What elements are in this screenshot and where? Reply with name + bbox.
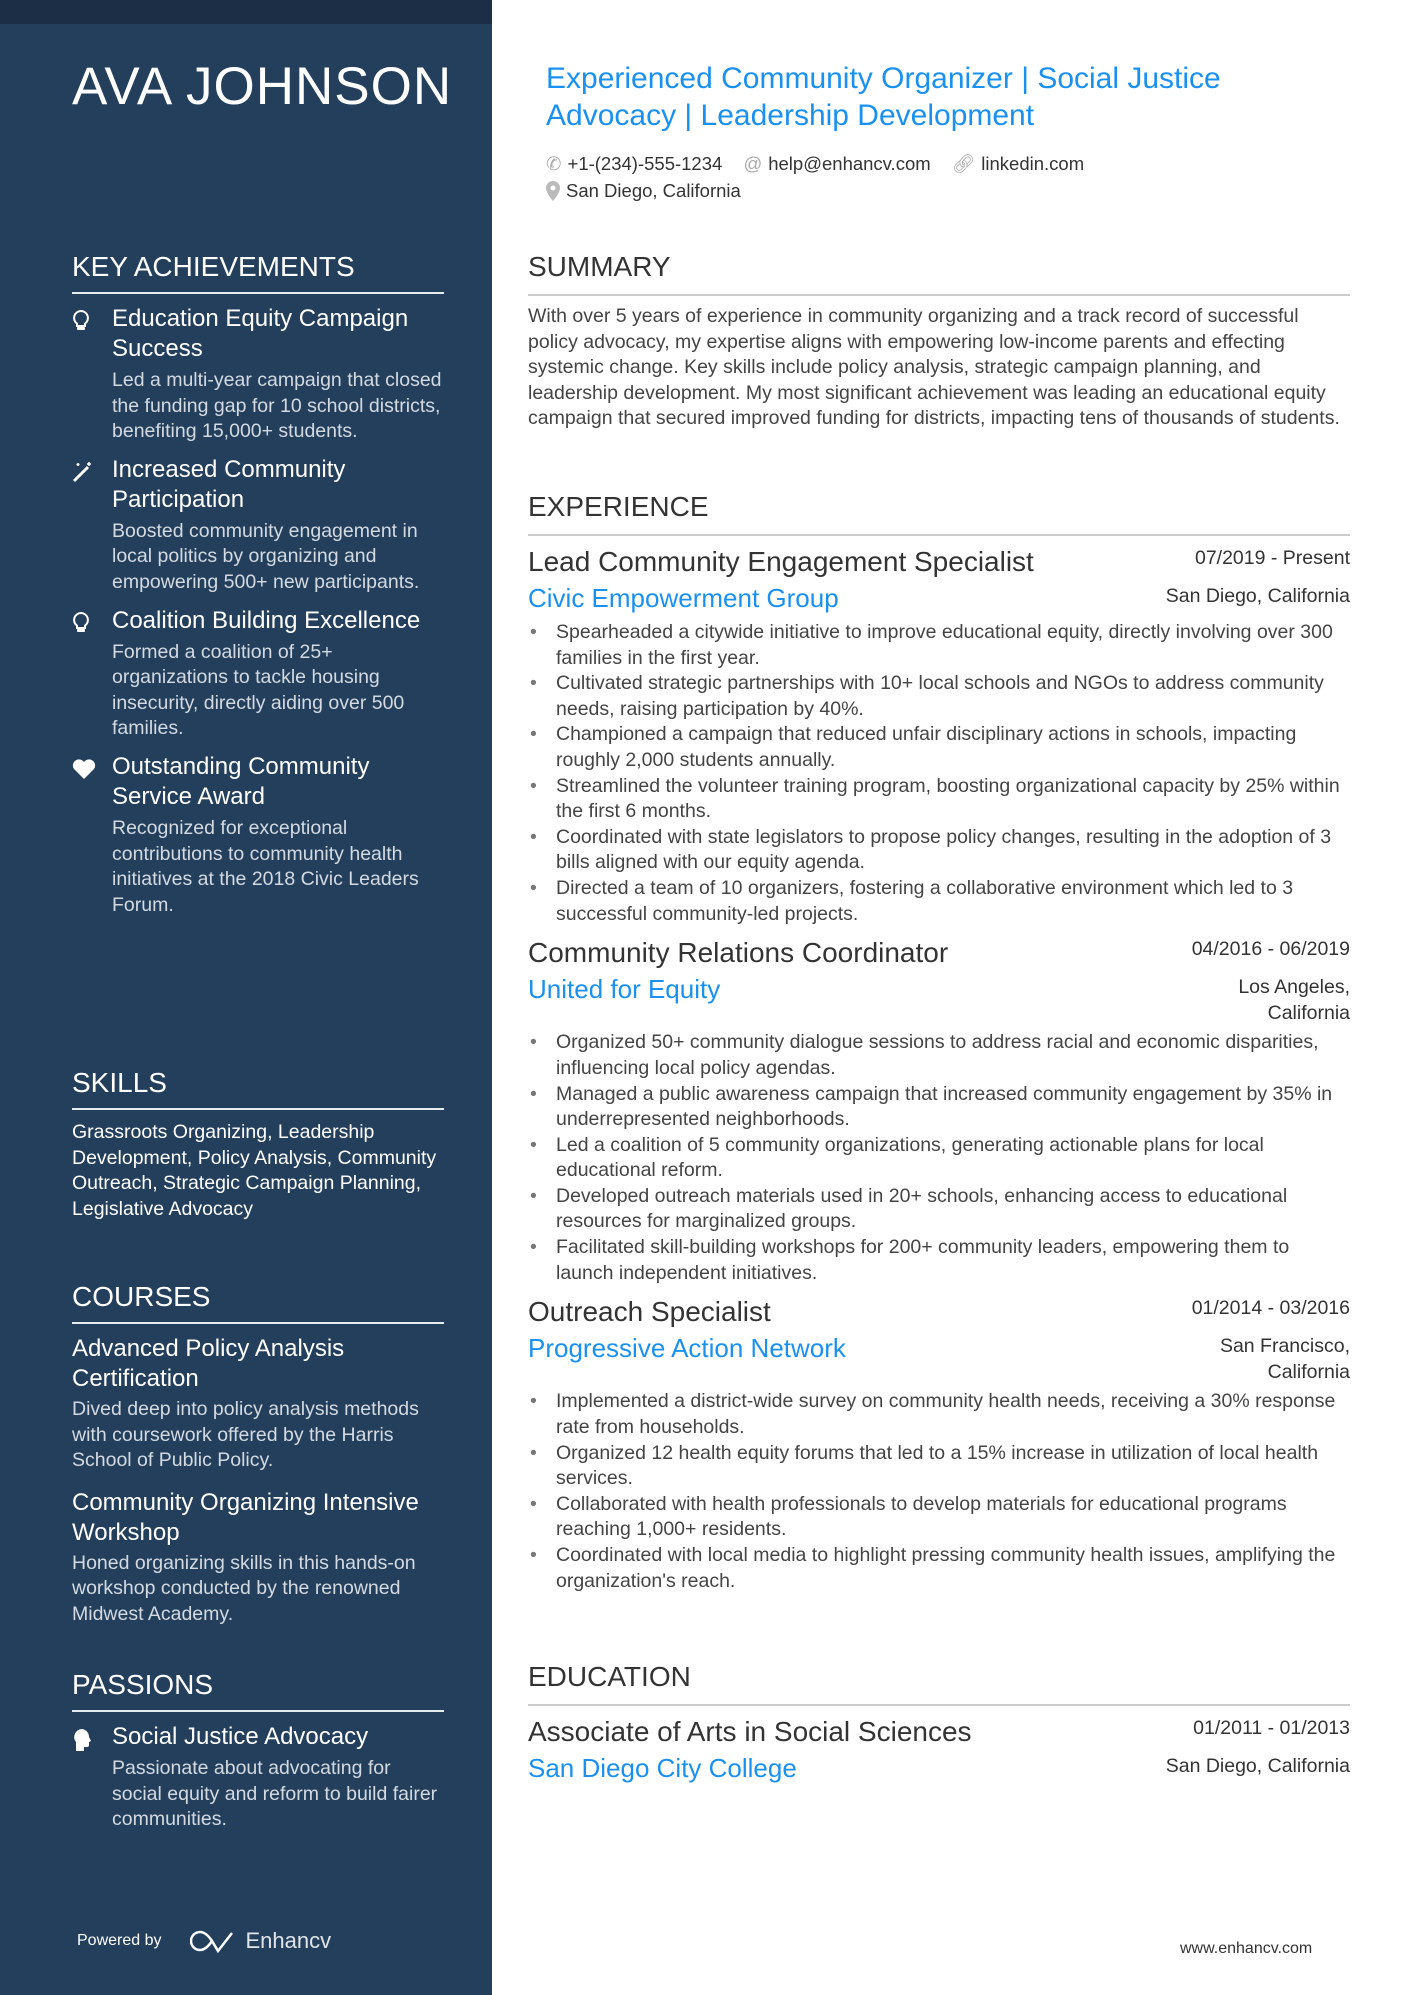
phone-text: +1-(234)-555-1234 bbox=[567, 153, 723, 174]
education-location: San Diego, California bbox=[1165, 1755, 1350, 1777]
bullet: • Collaborated with health professionals to develop materials for educational programs reaching 1,000+ residents. bbox=[528, 1492, 1350, 1543]
passion-desc: Passionate about advocating for social equity and reform to build fairer communities. bbox=[112, 1757, 438, 1831]
job-bullets bbox=[528, 620, 1350, 927]
section-title: SKILLS bbox=[72, 1066, 444, 1110]
lightbulb-icon bbox=[72, 304, 112, 445]
headline: Experienced Community Organizer | Social Justice Advocacy | Leadership Development bbox=[546, 62, 1221, 132]
phone-icon: ✆ bbox=[546, 153, 562, 174]
achievement-title: Education Equity Campaign Success bbox=[112, 305, 409, 362]
passion-item bbox=[72, 1722, 444, 1833]
school-name: San Diego City College bbox=[528, 1753, 797, 1783]
location-pin-icon bbox=[546, 181, 560, 201]
achievement-desc: Formed a coalition of 25+ organizations to tackle housing insecurity, directly aiding over 500 families. bbox=[112, 640, 405, 740]
experience-section bbox=[528, 490, 1350, 1602]
summary-section bbox=[528, 250, 1350, 432]
achievement-desc: Boosted community engagement in local politics by organizing and empowering 500+ new participants. bbox=[112, 519, 420, 593]
section-title: SUMMARY bbox=[528, 250, 1350, 296]
section-title: EXPERIENCE bbox=[528, 490, 1350, 536]
bullet: • Streamlined the volunteer training program, boosting organizational capacity by 25% within the first 6 months. bbox=[528, 774, 1350, 825]
job-location: Los Angeles, California bbox=[1238, 976, 1350, 1024]
job-dates: 04/2016 - 06/2019 bbox=[1191, 938, 1350, 961]
job-dates: 07/2019 - Present bbox=[1194, 547, 1350, 569]
job-title: Community Relations Coordinator bbox=[528, 937, 949, 969]
top-band bbox=[0, 0, 492, 24]
job-location: San Francisco, California bbox=[1219, 1335, 1350, 1383]
bullet: • Implemented a district-wide survey on community health needs, receiving a 30% response rate from households. bbox=[528, 1389, 1350, 1440]
job-entry bbox=[528, 1294, 1350, 1594]
courses-section bbox=[72, 1280, 444, 1642]
heart-icon bbox=[72, 752, 112, 918]
section-title: EDUCATION bbox=[528, 1660, 1350, 1706]
bullet: • Facilitated skill-building workshops for 200+ community leaders, empowering them to launch independent initiatives. bbox=[528, 1235, 1350, 1286]
bullet: • Coordinated with state legislators to propose policy changes, resulting in the adoption of 3 bills aligned with our equity agenda. bbox=[528, 825, 1350, 876]
achievement-item bbox=[72, 455, 444, 596]
sidebar bbox=[0, 0, 492, 1995]
magic-wand-icon bbox=[72, 455, 112, 596]
lightbulb-icon bbox=[72, 606, 112, 742]
bullet: • Championed a campaign that reduced unfair disciplinary actions in schools, impacting roughly 2,000 students annually. bbox=[528, 722, 1350, 773]
key-achievements-section bbox=[72, 250, 444, 928]
location-contact bbox=[546, 177, 741, 204]
link-text: linkedin.com bbox=[981, 153, 1085, 174]
contact-info bbox=[546, 150, 1336, 208]
bullet: • Organized 50+ community dialogue sessions to address racial and economic disparities, influencing local policy agendas. bbox=[528, 1030, 1350, 1081]
course-desc: Dived deep into policy analysis methods with coursework offered by the Harris School of Public Policy. bbox=[72, 1398, 419, 1472]
course-title: Community Organizing Intensive Workshop bbox=[72, 1488, 419, 1546]
bullet: • Developed outreach materials used in 20+ schools, enhancing access to educational resources for marginalized groups. bbox=[528, 1184, 1350, 1235]
job-bullets bbox=[528, 1030, 1350, 1286]
at-icon: @ bbox=[743, 153, 763, 174]
company-name: Civic Empowerment Group bbox=[528, 583, 839, 613]
email-contact[interactable] bbox=[743, 150, 930, 177]
brand-name: Enhancv bbox=[245, 1928, 332, 1953]
achievement-item bbox=[72, 304, 444, 445]
enhancv-logo-icon bbox=[190, 1929, 236, 1953]
bullet: • Directed a team of 10 organizers, fostering a collaborative environment which led to 3 successful community-led projects. bbox=[528, 876, 1350, 927]
job-title: Outreach Specialist bbox=[528, 1296, 771, 1328]
degree: Associate of Arts in Social Sciences bbox=[528, 1716, 972, 1747]
course-item bbox=[72, 1334, 444, 1474]
achievement-title: Increased Community Participation bbox=[112, 455, 346, 513]
bullet: • Cultivated strategic partnerships with 10+ local schools and NGOs to address community needs, raising participation by 40%. bbox=[528, 671, 1350, 722]
passions-section bbox=[72, 1668, 444, 1843]
job-bullets bbox=[528, 1389, 1350, 1594]
link-contact[interactable] bbox=[952, 150, 1084, 177]
summary-text: With over 5 years of experience in community organizing and a track record of successful policy advocacy, my expertise aligns with empowering low-income parents and effecting systemic change. Key skills include policy analysis, strategic campaign planning, and leadership development. My most significant achievement was leading an educational equity campaign that secured improved funding for districts, impacting tens of thousands of students. bbox=[528, 305, 1340, 430]
email-text: help@enhancv.com bbox=[768, 153, 931, 174]
bullet: • Coordinated with local media to highlight pressing community health issues, amplifying the organization's reach. bbox=[528, 1543, 1350, 1594]
section-title: PASSIONS bbox=[72, 1668, 444, 1712]
enhancv-logo[interactable] bbox=[190, 1928, 332, 1954]
link-icon: 🔗︎ bbox=[951, 153, 976, 174]
section-title: COURSES bbox=[72, 1280, 444, 1324]
skills-section bbox=[72, 1066, 444, 1222]
achievement-desc: Recognized for exceptional contributions to community health initiatives at the 2018 Civic Leaders Forum. bbox=[112, 816, 419, 916]
powered-by bbox=[77, 1928, 331, 1954]
company-name: Progressive Action Network bbox=[528, 1333, 846, 1364]
achievement-desc: Led a multi-year campaign that closed the funding gap for 10 school districts, benefiting 15,000+ students. bbox=[112, 369, 442, 443]
passion-title: Social Justice Advocacy bbox=[112, 1723, 369, 1750]
achievement-item bbox=[72, 752, 444, 918]
powered-by-label: Powered by bbox=[77, 1932, 162, 1949]
head-icon bbox=[72, 1722, 112, 1833]
course-desc: Honed organizing skills in this hands-on workshop conducted by the renowned Midwest Academy. bbox=[72, 1551, 416, 1625]
bullet: • Managed a public awareness campaign that increased community engagement by 35% in underrepresented neighborhoods. bbox=[528, 1082, 1350, 1133]
footer-website[interactable]: www.enhancv.com bbox=[1180, 1940, 1313, 1957]
company-name: United for Equity bbox=[528, 974, 721, 1005]
location-text: San Diego, California bbox=[566, 180, 741, 201]
job-entry bbox=[528, 544, 1350, 927]
achievement-title: Outstanding Community Service Award bbox=[112, 752, 370, 810]
education-section bbox=[528, 1660, 1350, 1786]
phone-contact[interactable] bbox=[546, 150, 722, 177]
skills-list: Grassroots Organizing, Leadership Development, Policy Analysis, Community Outreach, Strategic Campaign Planning, Legislative Advocacy bbox=[72, 1121, 437, 1220]
job-dates: 01/2014 - 03/2016 bbox=[1191, 1297, 1350, 1320]
bullet: • Organized 12 health equity forums that led to a 15% increase in utilization of local health services. bbox=[528, 1441, 1350, 1492]
job-location: San Diego, California bbox=[1165, 585, 1350, 607]
achievement-item bbox=[72, 606, 444, 742]
education-dates: 01/2011 - 01/2013 bbox=[1193, 1717, 1350, 1739]
job-entry bbox=[528, 935, 1350, 1286]
achievement-title: Coalition Building Excellence bbox=[112, 606, 421, 634]
candidate-name: AVA JOHNSON bbox=[72, 57, 453, 116]
bullet: • Spearheaded a citywide initiative to improve educational equity, directly involving over 300 families in the first year. bbox=[528, 620, 1350, 671]
section-title: KEY ACHIEVEMENTS bbox=[72, 250, 444, 294]
job-title: Lead Community Engagement Specialist bbox=[528, 546, 1034, 577]
course-item bbox=[72, 1488, 444, 1628]
course-title: Advanced Policy Analysis Certification bbox=[72, 1335, 345, 1392]
bullet: • Led a coalition of 5 community organizations, generating actionable plans for local educational reform. bbox=[528, 1133, 1350, 1184]
